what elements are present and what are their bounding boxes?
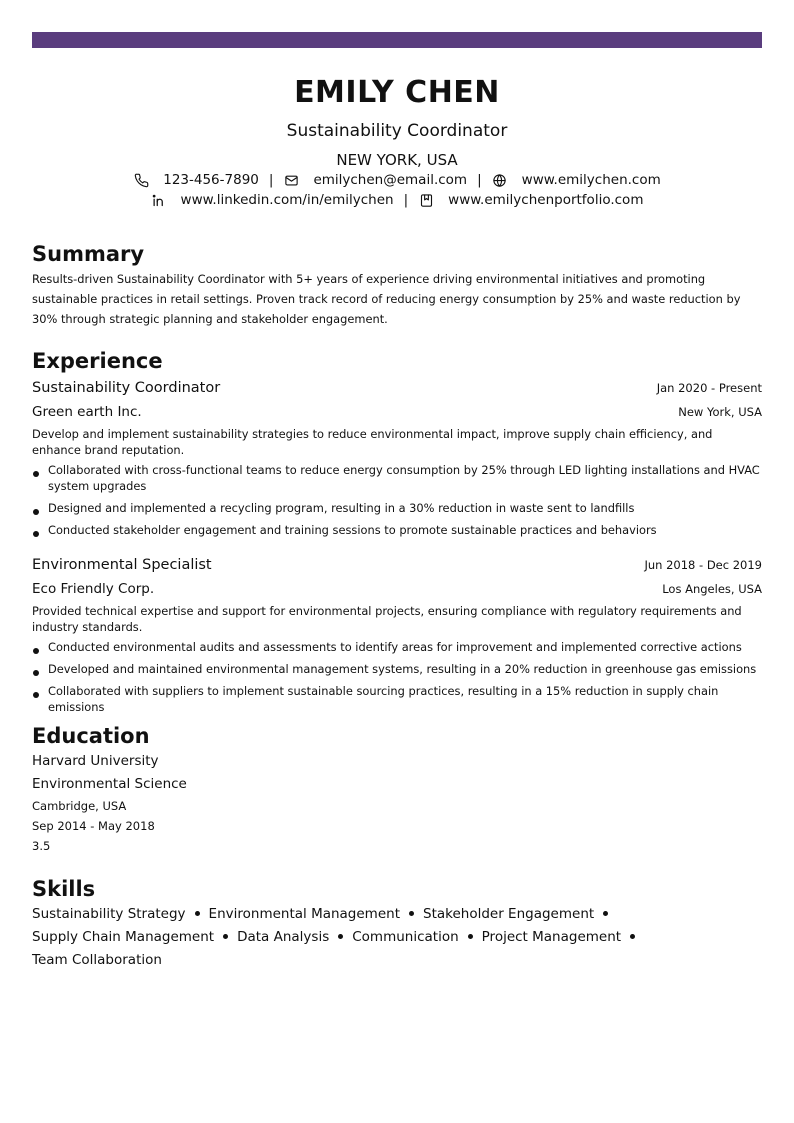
job-location: Los Angeles, USA — [662, 582, 762, 596]
bullet-dot — [468, 934, 473, 939]
portfolio-link[interactable]: www.emilychenportfolio.com — [448, 192, 644, 208]
contact-line-2 — [32, 190, 762, 210]
job-dates: Jun 2018 - Dec 2019 — [644, 558, 762, 572]
list-item: Collaborated with cross-functional teams to reduce energy consumption by 25% through LED lighting installations and HVAC system upgrades — [32, 462, 762, 494]
job-header — [32, 555, 762, 575]
job-company: Eco Friendly Corp. — [32, 581, 155, 597]
experience-heading: Experience — [32, 349, 163, 373]
list-item: Developed and maintained environmental management systems, resulting in a 20% reduction in greenhouse gas emissions — [32, 661, 762, 677]
bullet-dot — [195, 911, 200, 916]
bullet-dot — [630, 934, 635, 939]
skill-item: Project Management — [481, 929, 622, 945]
skill-item: Team Collaboration — [32, 952, 162, 968]
education-field: Environmental Science — [32, 776, 187, 792]
bullet-dot — [223, 934, 228, 939]
candidate-name: EMILY CHEN — [294, 75, 500, 110]
globe-icon — [492, 172, 508, 188]
job-role: Sustainability Coordinator — [32, 380, 221, 396]
skills-list — [32, 903, 762, 972]
job-company-row — [32, 402, 762, 422]
separator: | — [403, 192, 409, 208]
job-bullets — [32, 639, 762, 721]
accent-bar — [32, 32, 762, 48]
linkedin-link[interactable]: www.linkedin.com/in/emilychen — [180, 192, 394, 208]
summary-text: Results-driven Sustainability Coordinator with 5+ years of experience driving environmental initiatives and promoting sustainable practices in retail settings. Proven track record of reducing energy consumption by 25% and waste reduction by 30% through strategic planning and stakeholder engagement. — [32, 272, 741, 326]
phone-icon — [133, 172, 149, 188]
skill-item: Communication — [352, 929, 459, 945]
job-header — [32, 378, 762, 398]
skills-heading: Skills — [32, 877, 96, 901]
list-item: Designed and implemented a recycling program, resulting in a 30% reduction in waste sent to landfills — [32, 500, 762, 516]
education-gpa: 3.5 — [32, 839, 51, 853]
job-description: Provided technical expertise and support for environmental projects, ensuring compliance with regulatory requirements and industry standards. — [32, 604, 742, 634]
bullet-dot — [603, 911, 608, 916]
email-link[interactable]: emilychen@email.com — [313, 172, 468, 188]
website-link[interactable]: www.emilychen.com — [521, 172, 661, 188]
job-dates: Jan 2020 - Present — [656, 381, 762, 395]
education-dates: Sep 2014 - May 2018 — [32, 819, 155, 833]
list-item: Conducted stakeholder engagement and training sessions to promote sustainable practices and behaviors — [32, 522, 762, 538]
candidate-location: NEW YORK, USA — [336, 151, 458, 169]
job-company-row — [32, 579, 762, 599]
separator: | — [477, 172, 482, 188]
job-company: Green earth Inc. — [32, 404, 142, 420]
bullet-dot — [409, 911, 414, 916]
envelope-icon — [283, 172, 299, 188]
contact-line-1 — [32, 170, 762, 190]
linkedin-icon — [151, 192, 167, 208]
education-school: Harvard University — [32, 753, 159, 769]
skill-item: Stakeholder Engagement — [423, 906, 595, 922]
skill-item: Sustainability Strategy — [32, 906, 186, 922]
education-location: Cambridge, USA — [32, 799, 127, 813]
separator: | — [268, 172, 274, 188]
bullet-dot — [338, 934, 343, 939]
list-item: Collaborated with suppliers to implement sustainable sourcing practices, resulting in a 15% reduction in supply chain emissions — [32, 683, 762, 715]
job-description: Develop and implement sustainability strategies to reduce environmental impact, improve supply chain efficiency, and enhance brand reputation. — [32, 427, 713, 457]
candidate-title: Sustainability Coordinator — [286, 121, 508, 141]
education-heading: Education — [32, 724, 150, 748]
job-role: Environmental Specialist — [32, 557, 212, 573]
summary-heading: Summary — [32, 242, 145, 266]
skill-item: Supply Chain Management — [32, 929, 215, 945]
skill-item: Data Analysis — [237, 929, 330, 945]
bookmark-icon — [418, 192, 434, 208]
job-bullets — [32, 462, 762, 544]
resume-header — [32, 74, 762, 210]
skill-item: Environmental Management — [208, 906, 400, 922]
phone-number[interactable]: 123-456-7890 — [163, 172, 259, 188]
list-item: Conducted environmental audits and assessments to identify areas for improvement and implemented corrective actions — [32, 639, 762, 655]
job-location: New York, USA — [678, 405, 762, 419]
